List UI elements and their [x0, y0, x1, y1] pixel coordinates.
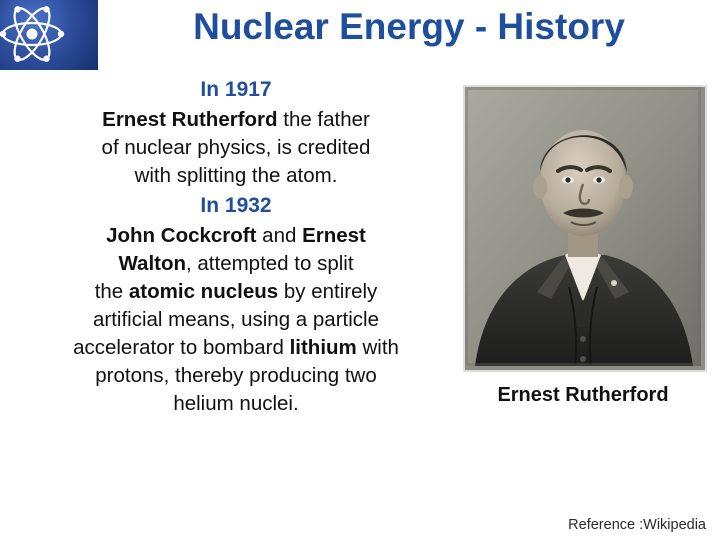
paragraph-1917: [14, 106, 458, 190]
slide-title: Nuclear Energy - History: [193, 6, 625, 47]
slide-body-text: [14, 74, 458, 418]
term-lithium: lithium: [289, 336, 357, 360]
person-name-cockcroft: John Cockcroft: [106, 223, 257, 247]
paragraph-1917-line2: of nuclear physics, is credited: [101, 135, 371, 159]
person-name-walton-first: Ernest: [302, 223, 366, 247]
paragraph-1932-line6: protons, thereby producing two: [95, 364, 377, 388]
portrait-caption: Ernest Rutherford: [497, 384, 669, 406]
paragraph-1932-line3-post: by entirely: [278, 279, 378, 303]
paragraph-1932-line5-post: with: [356, 336, 399, 360]
paragraph-1932-line5-pre: accelerator to bombard: [73, 336, 290, 360]
person-name-walton-last: Walton: [118, 251, 187, 275]
ernest-rutherford-portrait: [463, 85, 707, 372]
conjunction-and: and: [256, 223, 303, 247]
person-name-rutherford: Ernest Rutherford: [102, 107, 278, 131]
paragraph-1932-line3-pre: the: [94, 279, 129, 303]
term-atomic-nucleus: atomic nucleus: [128, 279, 279, 303]
year-heading-1917: In 1917: [200, 78, 272, 101]
atom-icon: [0, 0, 98, 70]
paragraph-1932-line2: , attempted to split: [186, 251, 354, 275]
atom-logo: [0, 0, 98, 70]
paragraph-1932: [14, 222, 458, 419]
reference-note: Reference :Wikipedia: [568, 517, 706, 533]
year-heading-1932: In 1932: [200, 194, 272, 217]
paragraph-1917-line1: the father: [277, 107, 370, 131]
paragraph-1932-line4: artificial means, using a particle: [93, 308, 379, 331]
portrait-illustration: [465, 87, 701, 366]
paragraph-1917-line3: with splitting the atom.: [134, 163, 338, 187]
paragraph-1932-line7: helium nuclei.: [173, 392, 299, 416]
